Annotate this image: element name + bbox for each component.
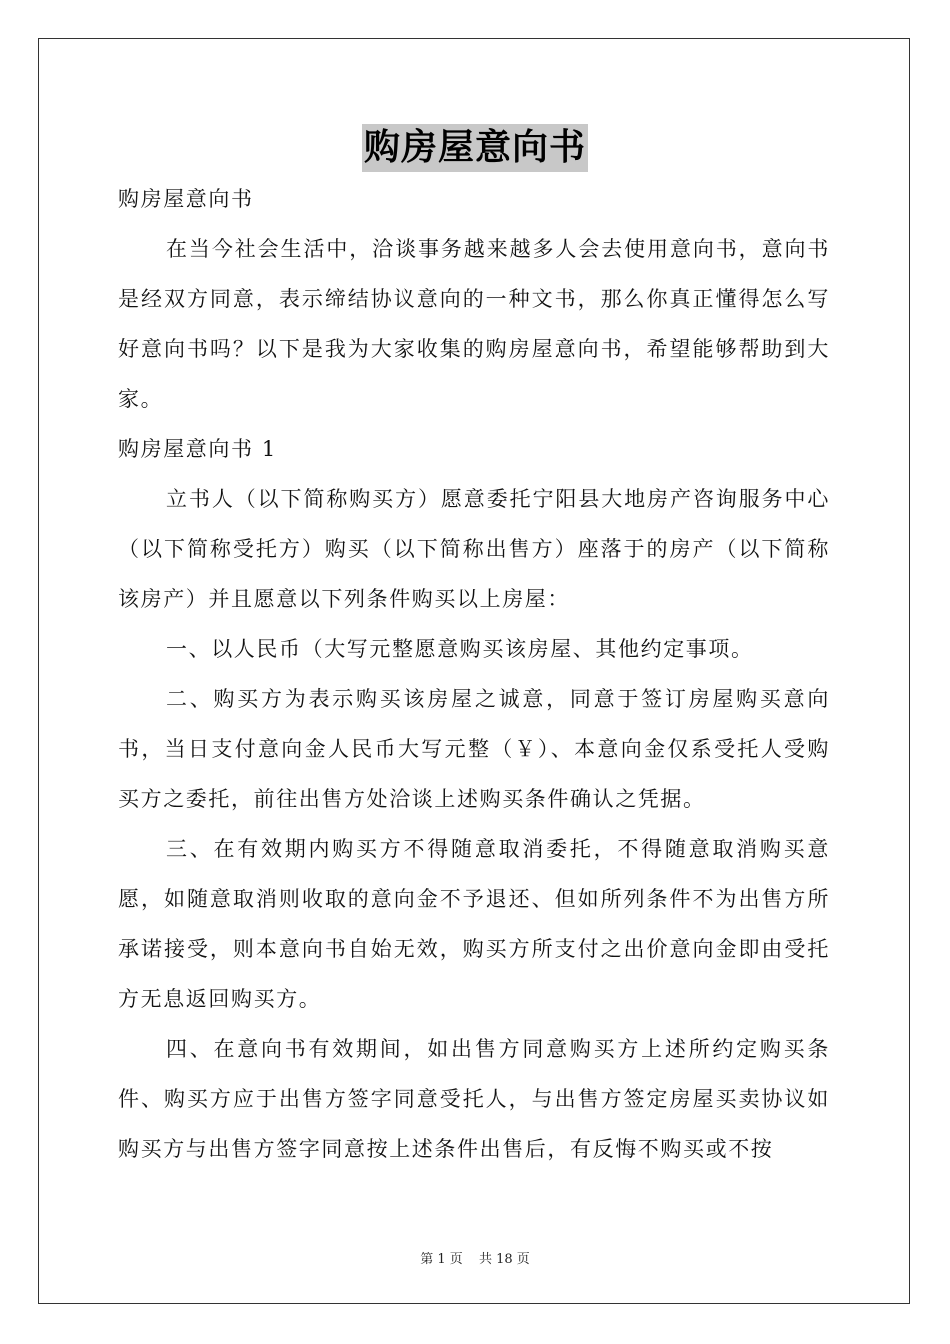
paragraph-section-heading: 购房屋意向书 1 [118,437,277,461]
page-footer [0,1248,950,1267]
document-body [118,174,830,1174]
paragraph-clause-4: 四、在意向书有效期间，如出售方同意购买方上述所约定购买条件、购买方应于出售方签字同意受托人，与出售方签定房屋买卖协议如购买方与出售方签字同意按上述条件出售后，有反悔不购买或不按 [118,1037,830,1161]
page-number: 第 1 页 [420,1252,463,1267]
paragraph-heading: 购房屋意向书 [118,187,254,211]
title-container [0,124,950,172]
paragraph-clause-2: 二、购买方为表示购买该房屋之诚意，同意于签订房屋购买意向书，当日支付意向金人民币大写元整（￥）、本意向金仅系受托人受购买方之委托，前往出售方处洽谈上述购买条件确认之凭据。 [118,687,830,811]
paragraph-clause-3: 三、在有效期内购买方不得随意取消委托，不得随意取消购买意愿，如随意取消则收取的意向金不予退还、但如所列条件不为出售方所承诺接受，则本意向书自始无效，购买方所支付之出价意向金即由受托方无息返回购买方。 [118,837,830,1011]
document-title: 购房屋意向书 [362,124,588,172]
paragraph-clause-1: 一、以人民币（大写元整愿意购买该房屋、其他约定事项。 [166,637,754,661]
paragraph-intro: 在当今社会生活中，洽谈事务越来越多人会去使用意向书，意向书是经双方同意，表示缔结协议意向的一种文书，那么你真正懂得怎么写好意向书吗？以下是我为大家收集的购房屋意向书，希望能够帮助到大家。 [118,237,830,411]
page-total: 共 18 页 [478,1252,530,1267]
paragraph-preamble: 立书人（以下简称购买方）愿意委托宁阳县大地房产咨询服务中心（以下简称受托方）购买（以下简称出售方）座落于的房产（以下简称该房产）并且愿意以下列条件购买以上房屋： [118,487,830,611]
